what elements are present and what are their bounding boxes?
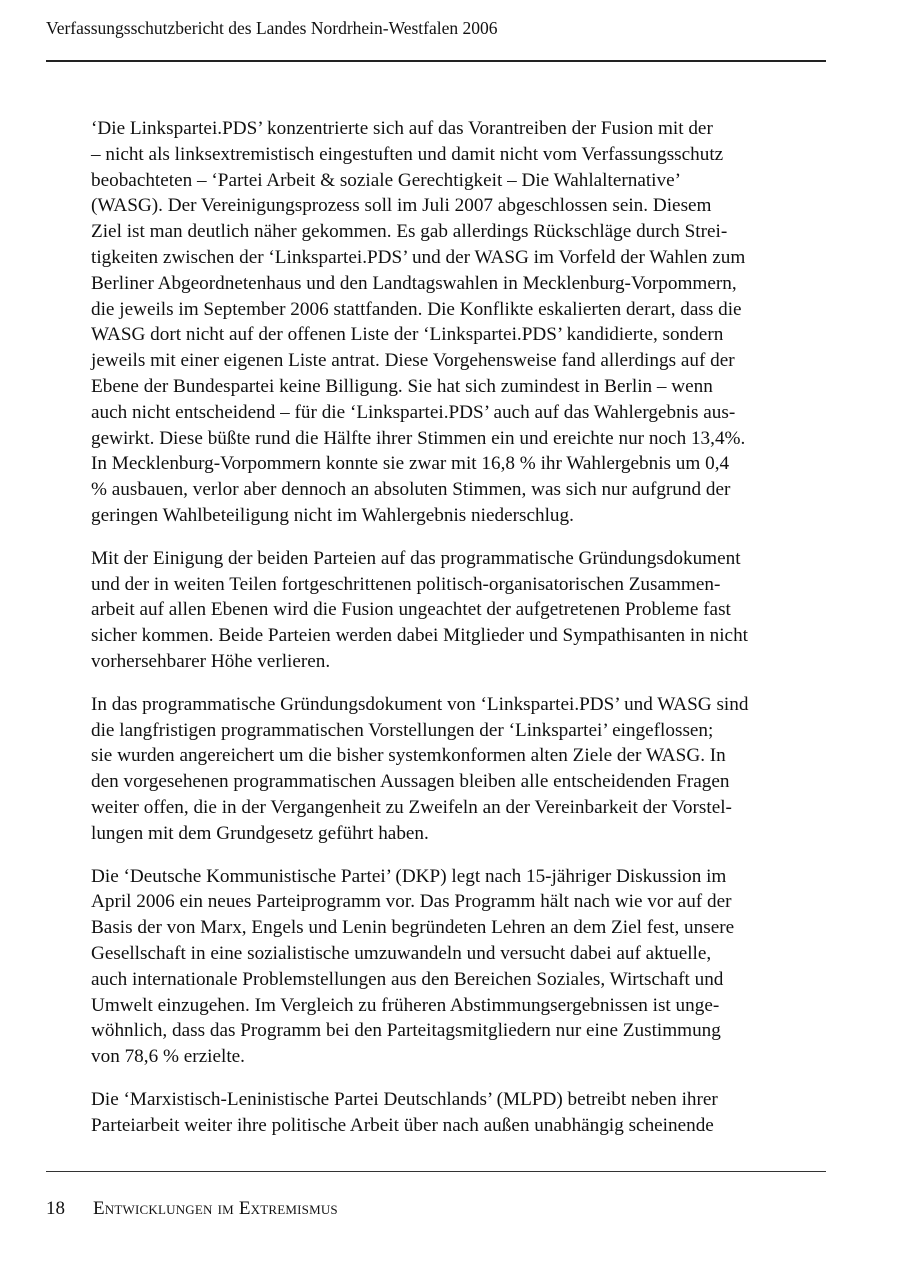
text-line: Mit der Einigung der beiden Parteien auf das programmatische Gründungsdokument	[91, 547, 741, 569]
text-line: – nicht als linksextremistisch eingestuften und damit nicht vom Verfassungsschutz	[91, 143, 724, 165]
text-line: von 78,6 % erzielte.	[91, 1046, 245, 1068]
text-line: wöhnlich, dass das Programm bei den Parteitagsmitgliedern nur eine Zustimmung	[91, 1020, 721, 1042]
text-line: weiter offen, die in der Vergangenheit zu Zweifeln an der Vereinbarkeit der Vorstel-	[91, 796, 732, 818]
text-line: Gesellschaft in eine sozialistische umzuwandeln und versucht dabei auf aktuelle,	[91, 942, 712, 964]
text-line: April 2006 ein neues Parteiprogramm vor. Das Programm hält nach wie vor auf der	[91, 891, 732, 913]
text-line: ‘Die Linkspartei.PDS’ konzentrierte sich auf das Vorantreiben der Fusion mit der	[91, 118, 713, 139]
text-line: % ausbauen, verlor aber dennoch an absoluten Stimmen, was sich nur aufgrund der	[91, 479, 731, 501]
text-line: vorhersehbarer Höhe verlieren.	[91, 650, 331, 672]
paragraph-2	[91, 546, 826, 675]
page-number: 18	[46, 1198, 65, 1219]
text-line: Die ‘Deutsche Kommunistische Partei’ (DKP) legt nach 15-jähriger Diskussion im	[91, 865, 727, 887]
text-line: den vorgesehenen programmatischen Aussagen bleiben alle entscheidenden Fragen	[91, 771, 730, 793]
text-line: auch nicht entscheidend – für die ‘Linkspartei.PDS’ auch auf das Wahlergebnis aus-	[91, 401, 736, 423]
paragraph-4	[91, 864, 826, 1070]
text-line: beobachteten – ‘Partei Arbeit & soziale Gerechtigkeit – Die Wahlalternative’	[91, 169, 682, 191]
text-line: jeweils mit einer eigenen Liste antrat. Diese Vorgehensweise fand allerdings auf der	[91, 350, 735, 372]
text-line: In das programmatische Gründungsdokument von ‘Linkspartei.PDS’ und WASG sind	[91, 693, 749, 715]
text-line: sie wurden angereichert um die bisher systemkonformen alten Ziele der WASG. In	[91, 745, 726, 767]
text-line: gewirkt. Diese büßte rund die Hälfte ihrer Stimmen ein und ereichte nur noch 13,4%.	[91, 427, 746, 449]
text-line: tigkeiten zwischen der ‘Linkspartei.PDS’ und der WASG im Vorfeld der Wahlen zum	[91, 246, 746, 268]
paragraph-1	[91, 116, 826, 529]
text-line: WASG dort nicht auf der offenen Liste der ‘Linkspartei.PDS’ kandidierte, sondern	[91, 324, 724, 346]
paragraph-5	[91, 1087, 826, 1139]
text-line: und der in weiten Teilen fortgeschrittenen politisch-organisatorischen Zusammen-	[91, 573, 721, 595]
text-line: Basis der von Marx, Engels und Lenin begründeten Lehren an dem Ziel fest, unsere	[91, 917, 735, 939]
page-footer	[46, 1196, 338, 1222]
text-line: In Mecklenburg-Vorpommern konnte sie zwar mit 16,8 % ihr Wahlergebnis um 0,4	[91, 453, 730, 475]
text-line: lungen mit dem Grundgesetz geführt haben.	[91, 822, 429, 844]
text-line: die jeweils im September 2006 stattfanden. Die Konflikte eskalierten derart, dass die	[91, 298, 742, 320]
text-line: geringen Wahlbeteiligung nicht im Wahlergebnis niederschlug.	[91, 504, 574, 526]
text-line: die langfristigen programmatischen Vorstellungen der ‘Linkspartei’ eingeflossen;	[91, 719, 714, 741]
text-line: Die ‘Marxistisch-Leninistische Partei Deutschlands’ (MLPD) betreibt neben ihrer	[91, 1088, 718, 1110]
running-header: Verfassungsschutzbericht des Landes Nordrhein-Westfalen 2006	[46, 18, 498, 38]
footer-rule	[46, 1171, 826, 1172]
text-line: arbeit auf allen Ebenen wird die Fusion ungeachtet der aufgetretenen Probleme fast	[91, 599, 731, 621]
text-line: Umwelt einzugehen. Im Vergleich zu früheren Abstimmungsergebnissen ist unge-	[91, 994, 720, 1016]
body-text	[91, 116, 826, 1155]
section-title: Entwicklungen im Extremismus	[93, 1198, 338, 1219]
text-line: sicher kommen. Beide Parteien werden dabei Mitglieder und Sympathisanten in nicht	[91, 625, 749, 647]
text-line: auch internationale Problemstellungen aus den Bereichen Soziales, Wirtschaft und	[91, 968, 724, 990]
text-line: Berliner Abgeordnetenhaus und den Landtagswahlen in Mecklenburg-Vorpommern,	[91, 272, 737, 294]
header-rule	[46, 60, 826, 62]
text-line: Ziel ist man deutlich näher gekommen. Es gab allerdings Rückschläge durch Strei-	[91, 221, 728, 243]
text-line: (WASG). Der Vereinigungsprozess soll im Juli 2007 abgeschlossen sein. Diesem	[91, 195, 712, 217]
text-line: Ebene der Bundespartei keine Billigung. Sie hat sich zumindest in Berlin – wenn	[91, 375, 713, 397]
text-line: Parteiarbeit weiter ihre politische Arbeit über nach außen unabhängig scheinende	[91, 1114, 714, 1136]
paragraph-3	[91, 692, 826, 847]
